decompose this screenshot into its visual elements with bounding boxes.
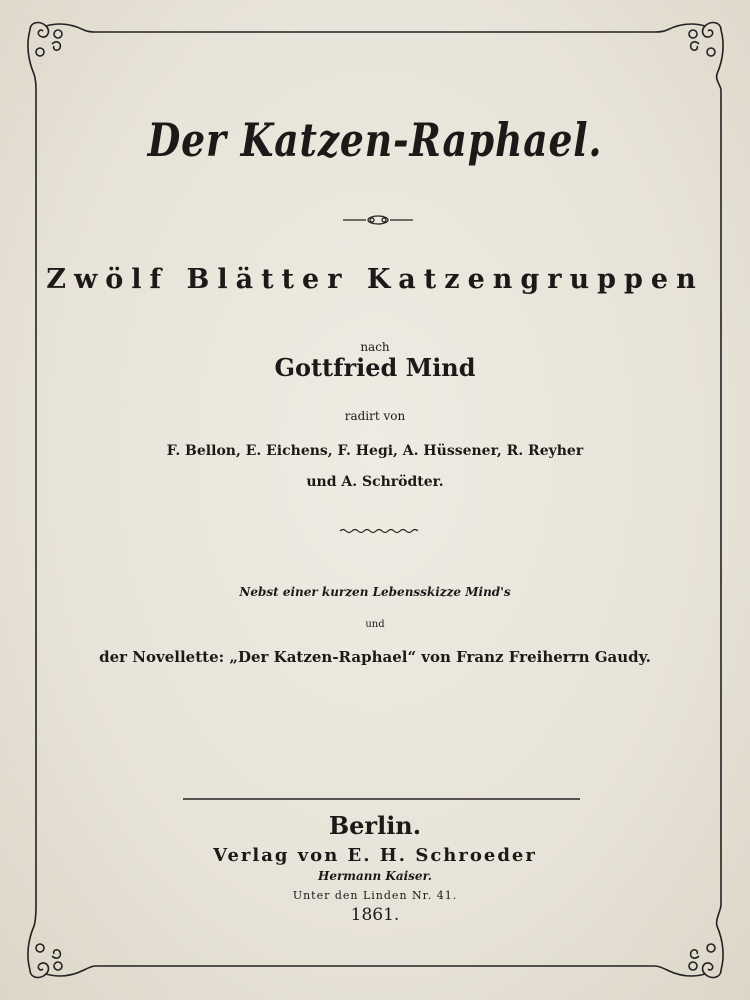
corner-ornament-top-right — [655, 23, 723, 90]
nach-text: nach — [360, 340, 390, 354]
radirt-von-text: radirt von — [344, 409, 406, 423]
etchers-line-1: F. Bellon, E. Eichens, F. Hegi, A. Hüssener, R. Reyher — [166, 443, 584, 459]
imprint-owner: Hermann Kaiser. — [318, 869, 432, 883]
book-title: Der Katzen-Raphael. — [147, 113, 603, 167]
imprint-address: Unter den Linden Nr. 41. — [292, 889, 458, 902]
corner-ornament-top-left — [28, 23, 95, 90]
artist-name: Gottfried Mind — [274, 353, 476, 382]
etchers-line-2: und A. Schrödter. — [306, 474, 444, 490]
imprint-city: Berlin. — [328, 811, 422, 840]
novellette-note: der Novellette: „Der Katzen-Raphael“ von Franz Freiherrn Gaudy. — [99, 648, 651, 666]
book-subtitle: Zwölf Blätter Katzengruppen — [46, 264, 704, 295]
biography-note: Nebst einer kurzen Lebensskizze Mind's — [239, 585, 511, 599]
imprint-year: 1861. — [350, 905, 400, 925]
und-text: und — [365, 619, 385, 630]
wavy-divider — [340, 530, 418, 533]
title-flourish-divider — [343, 216, 413, 224]
imprint-publisher: Verlag von E. H. Schroeder — [213, 845, 537, 866]
